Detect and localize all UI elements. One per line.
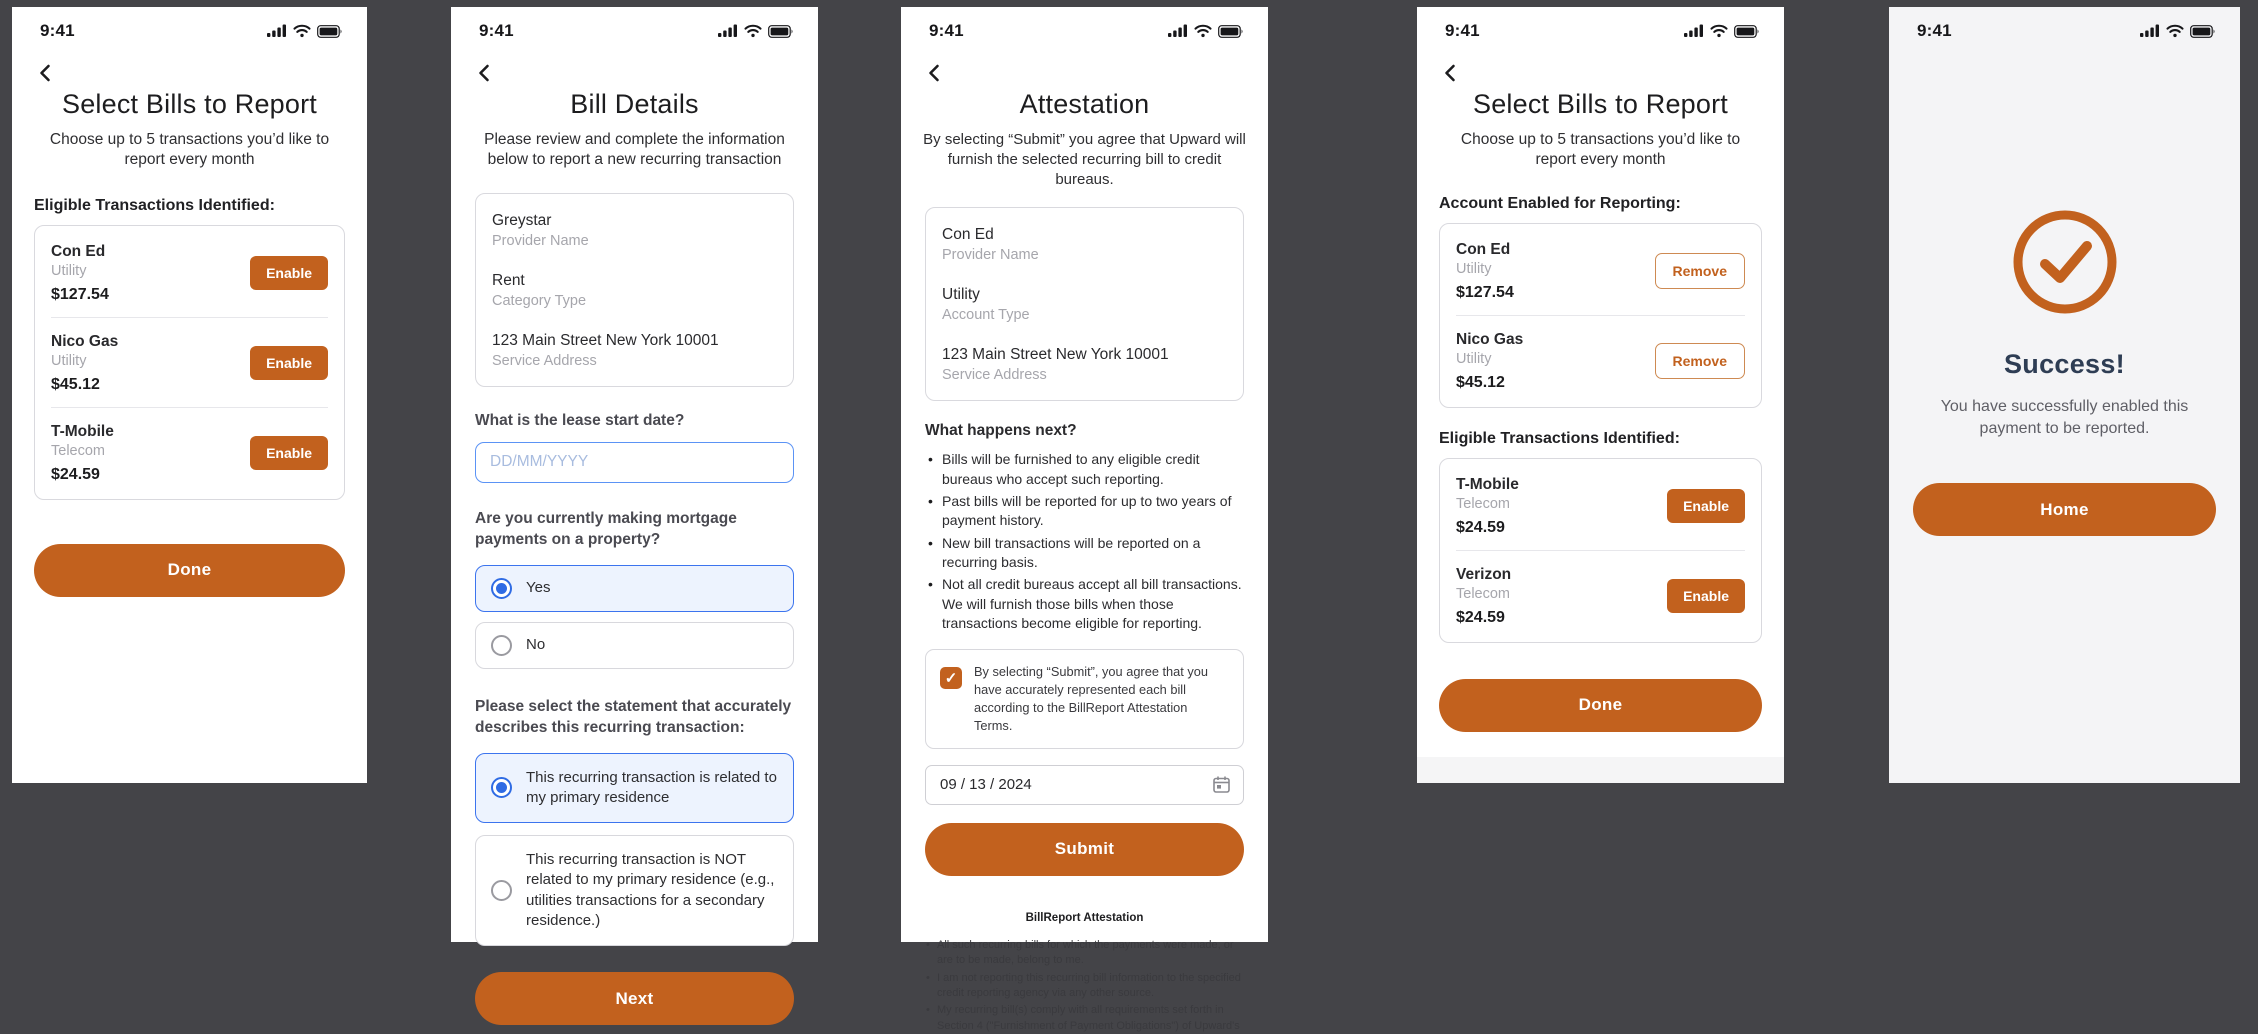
transaction-name: T-Mobile bbox=[51, 422, 114, 440]
page-subtitle: Choose up to 5 transactions you’d like to report every month bbox=[1460, 131, 1741, 169]
battery-icon bbox=[1734, 25, 1760, 38]
list-item: • All such recurring bills for which the payments were made, or are to be made, belong to me. bbox=[925, 938, 1246, 969]
service-address-value: 123 Main Street New York 10001 bbox=[492, 331, 719, 349]
transaction-type: Utility bbox=[1456, 350, 1492, 367]
battery-icon bbox=[2190, 25, 2216, 38]
screen-select-bills-enabled bbox=[1417, 7, 1784, 783]
calendar-icon bbox=[1212, 775, 1231, 794]
mortgage-question: Are you currently making mortgage payments on a property? bbox=[475, 509, 737, 548]
cellular-signal-icon bbox=[1684, 24, 1704, 38]
table-row bbox=[51, 318, 328, 408]
radio-option-yes[interactable] bbox=[475, 565, 794, 612]
list-item: • Not all credit bureaus accept all bill transactions. We will furnish those bills when those transactions become eligible for reporting. bbox=[927, 575, 1242, 633]
transactions-card bbox=[34, 225, 345, 500]
transaction-type: Utility bbox=[1456, 260, 1492, 277]
info-row bbox=[492, 260, 777, 320]
bill-info-card bbox=[475, 193, 794, 387]
status-bar bbox=[451, 7, 818, 41]
remove-button[interactable]: Remove bbox=[1655, 343, 1745, 379]
status-icons bbox=[718, 24, 794, 38]
cellular-signal-icon bbox=[267, 24, 287, 38]
category-type-value: Rent bbox=[492, 271, 525, 289]
service-address-value: 123 Main Street New York 10001 bbox=[942, 346, 1169, 364]
page-title: Bill Details bbox=[570, 89, 699, 119]
transaction-name: Verizon bbox=[1456, 565, 1512, 583]
transaction-type: Utility bbox=[51, 352, 87, 369]
table-row bbox=[1456, 461, 1745, 551]
status-icons bbox=[1168, 24, 1244, 38]
transaction-name: Con Ed bbox=[1456, 240, 1511, 258]
transaction-name: Nico Gas bbox=[51, 332, 119, 350]
radio-option-label: Yes bbox=[526, 579, 551, 597]
list-item: • My recurring bill(s) comply with all requirements set forth in Section 4 ("Furnishment of Payment Obligations") of Upward's bbox=[925, 1003, 1246, 1034]
attestation-date-field[interactable] bbox=[925, 765, 1244, 805]
wifi-icon bbox=[1710, 24, 1728, 38]
statement-question: Please select the statement that accurately describes this recurring transaction: bbox=[475, 697, 792, 736]
status-bar bbox=[1889, 7, 2240, 41]
info-row bbox=[942, 334, 1227, 394]
enable-button[interactable]: Enable bbox=[250, 346, 328, 380]
provider-name-value: Con Ed bbox=[942, 226, 994, 244]
info-row bbox=[492, 320, 777, 380]
provider-name-value: Greystar bbox=[492, 211, 552, 229]
list-item: • I am not reporting this recurring bill information to the specified credit reporting agency via any other source. bbox=[925, 971, 1246, 1002]
provider-name-label: Provider Name bbox=[942, 247, 1039, 264]
status-time: 9:41 bbox=[479, 21, 514, 40]
status-bar bbox=[1417, 7, 1784, 41]
status-time: 9:41 bbox=[40, 21, 75, 40]
radio-option-label: This recurring transaction is related to my primary residence bbox=[526, 768, 777, 806]
service-address-label: Service Address bbox=[942, 367, 1047, 384]
home-button[interactable]: Home bbox=[1913, 483, 2216, 536]
screen-select-bills bbox=[12, 7, 367, 783]
radio-unchecked-icon bbox=[491, 880, 512, 901]
list-item: • Past bills will be reported for up to two years of payment history. bbox=[927, 492, 1242, 531]
success-title: Success! bbox=[2004, 349, 2125, 379]
status-time: 9:41 bbox=[1445, 21, 1480, 40]
radio-option-label: No bbox=[526, 636, 546, 654]
transaction-name: Nico Gas bbox=[1456, 330, 1524, 348]
enabled-accounts-card bbox=[1439, 223, 1762, 408]
transaction-type: Telecom bbox=[1456, 585, 1510, 602]
attestation-checkbox-label: By selecting “Submit”, you agree that you have accurately represented each bill according to the BillReport Attestation Terms. bbox=[974, 664, 1209, 733]
info-row bbox=[942, 274, 1227, 334]
cellular-signal-icon bbox=[1168, 24, 1188, 38]
transaction-amount: $45.12 bbox=[1456, 373, 1505, 391]
enable-button[interactable]: Enable bbox=[250, 256, 328, 290]
status-bar bbox=[12, 7, 367, 41]
success-message: You have successfully enabled this payment to be reported. bbox=[1940, 398, 2189, 437]
done-button[interactable]: Done bbox=[1439, 679, 1762, 732]
back-button[interactable] bbox=[923, 61, 947, 85]
account-type-label: Account Type bbox=[942, 307, 1030, 324]
radio-option-label: This recurring transaction is NOT related to my primary residence (e.g., utilities transactions for a secondary residence.) bbox=[526, 851, 775, 929]
status-icons bbox=[2140, 24, 2216, 38]
table-row bbox=[1456, 316, 1745, 405]
back-button[interactable] bbox=[34, 61, 58, 85]
section-label-eligible: Eligible Transactions Identified: bbox=[34, 196, 275, 214]
fine-print-title: BillReport Attestation bbox=[1025, 911, 1144, 924]
bottom-sheet-edge bbox=[1417, 757, 1784, 783]
transaction-type: Utility bbox=[51, 262, 87, 279]
service-address-label: Service Address bbox=[492, 352, 597, 369]
page-subtitle: By selecting “Submit” you agree that Upward will furnish the selected recurring bill to credit bureaus. bbox=[923, 131, 1246, 188]
next-button[interactable]: Next bbox=[475, 972, 794, 1025]
what-happens-next-list bbox=[927, 450, 1242, 633]
eligible-transactions-card bbox=[1439, 458, 1762, 643]
back-button[interactable] bbox=[1439, 61, 1463, 85]
table-row bbox=[1456, 551, 1745, 640]
section-label-eligible: Eligible Transactions Identified: bbox=[1439, 429, 1680, 447]
status-icons bbox=[1684, 24, 1760, 38]
screen-attestation bbox=[901, 7, 1268, 1032]
radio-option-primary-residence[interactable] bbox=[475, 753, 794, 824]
attestation-checkbox-card bbox=[925, 649, 1244, 749]
battery-icon bbox=[1218, 25, 1244, 38]
radio-option-no[interactable] bbox=[475, 622, 794, 669]
list-item: • Bills will be furnished to any eligible credit bureaus who accept such reporting. bbox=[927, 450, 1242, 489]
transaction-amount: $24.59 bbox=[51, 465, 100, 483]
success-check-icon bbox=[2012, 209, 2118, 315]
status-time: 9:41 bbox=[1917, 21, 1952, 40]
page-title: Select Bills to Report bbox=[1472, 89, 1728, 119]
page-title: Select Bills to Report bbox=[61, 89, 317, 119]
cellular-signal-icon bbox=[718, 24, 738, 38]
wifi-icon bbox=[744, 24, 762, 38]
section-label-enabled: Account Enabled for Reporting: bbox=[1439, 194, 1681, 212]
battery-icon bbox=[317, 25, 343, 38]
transaction-type: Telecom bbox=[1456, 495, 1510, 512]
status-bar bbox=[901, 7, 1268, 41]
radio-option-not-primary-residence[interactable] bbox=[475, 835, 794, 946]
screen-success bbox=[1889, 7, 2240, 783]
table-row bbox=[51, 228, 328, 318]
wifi-icon bbox=[2166, 24, 2184, 38]
battery-icon bbox=[768, 25, 794, 38]
radio-checked-icon bbox=[491, 777, 512, 798]
enable-button[interactable]: Enable bbox=[1667, 579, 1745, 613]
wifi-icon bbox=[293, 24, 311, 38]
checkbox-checked-icon[interactable]: ✓ bbox=[940, 667, 962, 689]
transaction-type: Telecom bbox=[51, 442, 105, 459]
enable-button[interactable]: Enable bbox=[1667, 489, 1745, 523]
submit-button[interactable]: Submit bbox=[925, 823, 1244, 876]
lease-date-question: What is the lease start date? bbox=[475, 411, 685, 429]
status-time: 9:41 bbox=[929, 21, 964, 40]
done-button[interactable]: Done bbox=[34, 544, 345, 597]
list-item: • New bill transactions will be reported on a recurring basis. bbox=[927, 534, 1242, 573]
table-row bbox=[51, 408, 328, 497]
transaction-amount: $127.54 bbox=[1456, 283, 1514, 301]
info-row bbox=[942, 214, 1227, 274]
table-row bbox=[1456, 226, 1745, 316]
transaction-amount: $24.59 bbox=[1456, 518, 1505, 536]
page-subtitle: Choose up to 5 transactions you’d like to report every month bbox=[49, 131, 330, 169]
lease-date-input[interactable] bbox=[475, 442, 794, 483]
page-title: Attestation bbox=[1019, 89, 1150, 119]
account-type-value: Utility bbox=[942, 286, 980, 304]
screen-bill-details bbox=[451, 7, 818, 1008]
info-row bbox=[492, 200, 777, 260]
remove-button[interactable]: Remove bbox=[1655, 253, 1745, 289]
transaction-name: Con Ed bbox=[51, 242, 106, 260]
wifi-icon bbox=[1194, 24, 1212, 38]
bill-info-card bbox=[925, 207, 1244, 401]
status-icons bbox=[267, 24, 343, 38]
transaction-name: T-Mobile bbox=[1456, 475, 1519, 493]
what-happens-next-heading: What happens next? bbox=[925, 422, 1077, 440]
radio-unchecked-icon bbox=[491, 635, 512, 656]
transaction-amount: $127.54 bbox=[51, 285, 109, 303]
back-button[interactable] bbox=[473, 61, 497, 85]
cellular-signal-icon bbox=[2140, 24, 2160, 38]
fine-print-list bbox=[925, 938, 1246, 1034]
radio-checked-icon bbox=[491, 578, 512, 599]
page-subtitle: Please review and complete the information below to report a new recurring transaction bbox=[484, 131, 785, 169]
provider-name-label: Provider Name bbox=[492, 232, 589, 249]
enable-button[interactable]: Enable bbox=[250, 436, 328, 470]
category-type-label: Category Type bbox=[492, 292, 587, 309]
transaction-amount: $24.59 bbox=[1456, 608, 1505, 626]
transaction-amount: $45.12 bbox=[51, 375, 100, 393]
attestation-date-value: 09 / 13 / 2024 bbox=[940, 776, 1032, 794]
